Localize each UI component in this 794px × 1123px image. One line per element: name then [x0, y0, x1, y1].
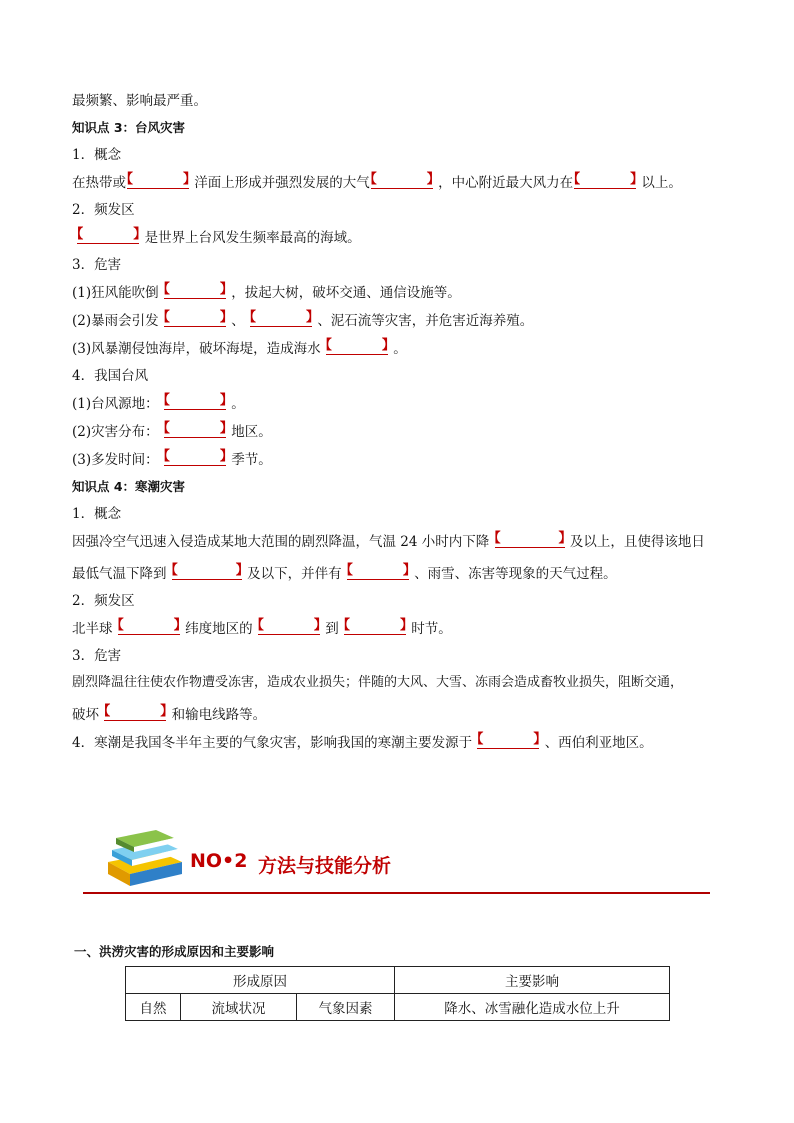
fill-blank[interactable]: [495, 532, 565, 548]
fill-blank[interactable]: [326, 339, 388, 355]
fill-blank[interactable]: [118, 619, 180, 635]
subheading: 1．概念: [72, 506, 122, 522]
table-cell: 流域状况: [181, 994, 297, 1021]
table-cell: 气象因素: [297, 994, 395, 1021]
fill-blank[interactable]: [574, 173, 636, 189]
heading-knowledge-4: 知识点 4：寒潮灾害: [72, 479, 186, 494]
divider: [83, 892, 710, 894]
subheading: 3．危害: [72, 648, 122, 664]
text: 最低气温下降到: [72, 566, 167, 582]
subheading: 2．频发区: [72, 593, 135, 609]
subheading: 1．概念: [72, 147, 122, 163]
text: (3)风暴潮侵蚀海岸，破坏海堤，造成海水: [72, 341, 321, 357]
table-header-cell: 主要影响: [395, 967, 670, 994]
text: 、: [231, 313, 245, 329]
section-number: NO•2: [190, 850, 248, 872]
subsection-title: 一、洪涝灾害的形成原因和主要影响: [74, 944, 275, 959]
text: 到: [325, 621, 339, 637]
text: 在热带或: [72, 175, 126, 191]
text: 破坏: [72, 707, 99, 723]
text-line: [72, 394, 732, 413]
section-title: 方法与技能分析: [258, 855, 392, 877]
heading-knowledge-3: 知识点 3：台风灾害: [72, 120, 186, 135]
fill-blank[interactable]: [347, 564, 409, 580]
table-cell: 自然: [126, 994, 181, 1021]
text: 、西伯利亚地区。: [544, 735, 653, 751]
text: 、雨雪、冻害等现象的天气过程。: [414, 566, 617, 582]
fill-blank[interactable]: [371, 173, 433, 189]
text-line: [72, 422, 732, 441]
text: (2)灾害分布：: [72, 424, 159, 440]
text-line: [72, 705, 732, 724]
fill-blank[interactable]: [164, 394, 226, 410]
fill-blank[interactable]: [77, 228, 139, 244]
text-line: [72, 311, 732, 330]
text-line: [72, 283, 732, 302]
text: 纬度地区的: [185, 621, 253, 637]
table-cell: 降水、冰雪融化造成水位上升: [395, 994, 670, 1021]
text: (2)暴雨会引发: [72, 313, 159, 329]
fill-blank[interactable]: [164, 311, 226, 327]
text: 、泥石流等灾害，并危害近海养殖。: [317, 313, 534, 329]
text-line: 剧烈降温往往使农作物遭受冻害，造成农业损失；伴随的大风、大雪、冻雨会造成畜牧业损失，阻断交通，: [72, 675, 684, 690]
text-line: [72, 450, 732, 469]
books-icon: [100, 822, 190, 897]
text: 北半球: [72, 621, 113, 637]
causes-table: [125, 966, 670, 1021]
text: 季节。: [231, 452, 272, 468]
fill-blank[interactable]: [172, 564, 242, 580]
text-line: [72, 339, 732, 358]
fill-blank[interactable]: [104, 705, 166, 721]
text: 及以上，且使得该地日: [569, 534, 705, 550]
fill-blank[interactable]: [164, 422, 226, 438]
text: 及以下，并伴有: [247, 566, 342, 582]
subheading: 4．我国台风: [72, 368, 149, 384]
text: 时节。: [411, 621, 452, 637]
fill-blank[interactable]: [258, 619, 320, 635]
text-line: [72, 173, 732, 192]
text: 洋面上形成并强烈发展的大气: [194, 175, 370, 191]
text: 是世界上台风发生频率最高的海域。: [144, 230, 361, 246]
text-line: [72, 733, 732, 752]
document-body: [72, 92, 732, 761]
fill-blank[interactable]: [477, 733, 539, 749]
text: ，中心附近最大风力在: [438, 175, 574, 191]
text-line: [72, 564, 732, 583]
table-row: [126, 967, 670, 994]
text: (1)台风源地：: [72, 396, 159, 412]
text-line: [72, 619, 732, 638]
text: 地区。: [231, 424, 272, 440]
text: 以上。: [641, 175, 682, 191]
subheading: 2．频发区: [72, 202, 135, 218]
text: 因强冷空气迅速入侵造成某地大范围的剧烈降温，气温 24 小时内下降: [72, 534, 490, 550]
table-row: [126, 994, 670, 1021]
fill-blank[interactable]: [127, 173, 189, 189]
fill-blank[interactable]: [164, 450, 226, 466]
text-line: 最频繁、影响最严重。: [72, 93, 207, 109]
text: 。: [231, 396, 245, 412]
text: 和输电线路等。: [171, 707, 267, 723]
text: 。: [393, 341, 407, 357]
table-header-cell: 形成原因: [126, 967, 395, 994]
text: ，拔起大树，破坏交通、通信设施等。: [231, 285, 461, 301]
text-line: [72, 532, 732, 551]
text-line: [72, 228, 732, 247]
text: (1)狂风能吹倒: [72, 285, 159, 301]
text: 4．寒潮是我国冬半年主要的气象灾害，影响我国的寒潮主要发源于: [72, 735, 473, 751]
text: (3)多发时间：: [72, 452, 159, 468]
fill-blank[interactable]: [344, 619, 406, 635]
fill-blank[interactable]: [250, 311, 312, 327]
subheading: 3．危害: [72, 257, 122, 273]
fill-blank[interactable]: [164, 283, 226, 299]
